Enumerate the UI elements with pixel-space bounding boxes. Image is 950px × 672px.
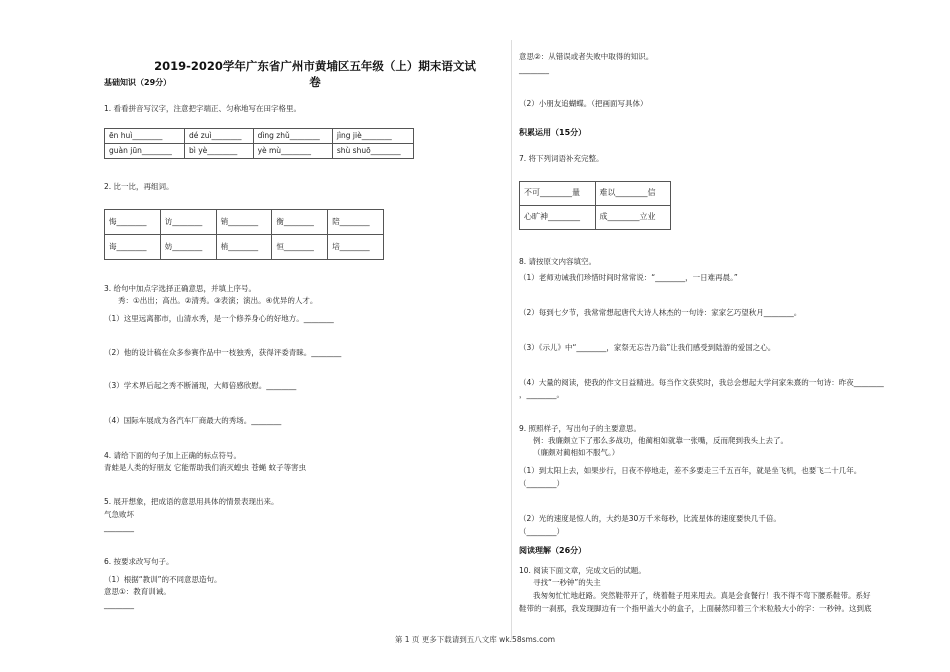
- question-9-example-answer: （廉颇对蔺相如不服气。）: [533, 448, 620, 457]
- idiom-cell[interactable]: 成________立业: [595, 206, 671, 230]
- idiom-cell[interactable]: 不可________量: [520, 182, 596, 206]
- question-3-3: （3）学术界后起之秀不断涌现，大师倍感欣慰。________: [104, 381, 297, 390]
- compare-table: [104, 209, 384, 260]
- idiom-cell[interactable]: 难以________信: [595, 182, 671, 206]
- compare-cell[interactable]: 梢________: [216, 235, 272, 260]
- pinyin-cell[interactable]: shù shuō________: [332, 144, 413, 159]
- question-8-1: （1）老师劝诫我们珍惜时间时常常说：“________，一日难再晨。”: [519, 273, 738, 282]
- pinyin-cell[interactable]: dìng zhǔ________: [253, 129, 332, 144]
- compare-cell[interactable]: 访________: [160, 210, 216, 235]
- compare-cell[interactable]: 衡________: [272, 210, 328, 235]
- page-title: 2019-2020学年广东省广州市黄埔区五年级（上）期末语文试卷: [154, 59, 476, 89]
- question-3-4: （4）国际车展成为各汽车厂商最大的秀场。________: [104, 416, 282, 425]
- question-4-sentence: 青蛙是人类的好朋友 它能帮助我们消灭蝗虫 苍蝇 蚊子等害虫: [104, 463, 307, 472]
- question-9-1-blank[interactable]: （________）: [519, 479, 564, 488]
- question-9-2: （2）光的速度是惊人的，大约是30万千米每秒，比流星体的速度要快几千倍。: [519, 514, 781, 523]
- pinyin-cell[interactable]: yè mù________: [253, 144, 332, 159]
- pinyin-cell[interactable]: bì yè________: [185, 144, 254, 159]
- compare-cell[interactable]: 悔________: [105, 210, 161, 235]
- question-6-meaning-2: 意思②：从错误或者失败中取得的知识。: [519, 52, 654, 61]
- section-accumulation: 积累运用（15分）: [519, 128, 587, 137]
- question-3-definitions: 秀：①出出；高出。②清秀。③表演；演出。④优异的人才。: [118, 296, 318, 305]
- question-9-2-blank[interactable]: （________）: [519, 527, 564, 536]
- question-6-answer-blank[interactable]: ________: [104, 600, 134, 609]
- compare-cell[interactable]: 妨________: [160, 235, 216, 260]
- question-3: 3. 给句中加点字选择正确意思，并填上序号。: [104, 284, 257, 293]
- idiom-cell[interactable]: 心旷神________: [520, 206, 596, 230]
- question-5: 5. 展开想象，把成语的意思用具体的情景表现出来。: [104, 497, 279, 506]
- question-5-answer-blank[interactable]: ________: [104, 523, 134, 532]
- compare-cell[interactable]: 诲________: [105, 235, 161, 260]
- question-6-1: （1）根据“教训”的不同意思造句。: [104, 575, 222, 584]
- pinyin-cell[interactable]: ēn huì________: [105, 129, 185, 144]
- compare-cell[interactable]: 销________: [216, 210, 272, 235]
- compare-cell[interactable]: 陪________: [328, 210, 384, 235]
- question-8-4: （4）大量的阅读，使我的作文日益精进。每当作文获奖时，我总会想起大学问家朱熹的一句诗：昨夜________: [519, 378, 884, 387]
- question-8-4-continued: ，________。: [519, 390, 564, 399]
- question-7: 7. 将下列词语补充完整。: [519, 154, 604, 163]
- question-8-2: （2）每到七夕节，我常常想起唐代大诗人林杰的一句诗：家家乞巧望秋月________。: [519, 308, 802, 317]
- article-paragraph: 我匆匆忙忙地赶路。突然鞋带开了，绕着鞋子甩来甩去。真是会食餐行！我不得不弯下腰系鞋带。系好: [533, 591, 871, 600]
- article-title: 寻找“一秒钟”的失主: [533, 578, 601, 587]
- compare-cell[interactable]: 恒________: [272, 235, 328, 260]
- section-reading: 阅读理解（26分）: [519, 546, 587, 555]
- compare-cell[interactable]: 培________: [328, 235, 384, 260]
- question-9-1: （1）到太阳上去，如果步行，日夜不停地走，差不多要走三千五百年，就是坐飞机，也要飞二十几年。: [519, 466, 862, 475]
- question-6-meaning-1: 意思①：教育训诫。: [104, 587, 171, 596]
- page-footer: 第 1 页 更多下载请到五八文库 wk.58sms.com: [394, 635, 556, 644]
- question-3-1: （1）这里远离都市，山清水秀，是一个修养身心的好地方。________: [104, 314, 334, 323]
- question-9: 9. 照照样子，写出句子的主要意思。: [519, 424, 642, 433]
- pinyin-cell[interactable]: jìng jiè________: [332, 129, 413, 144]
- article-paragraph: 鞋带的一刹那，我发现脚边有一个指甲盖大小的盒子，上面赫然印着三个米粒般大小的字：一秒钟。这到底: [519, 604, 872, 613]
- question-3-2: （2）他的设计稿在众多参赛作品中一枝独秀，获得评委青睐。________: [104, 348, 342, 357]
- pinyin-table: [104, 128, 414, 159]
- question-5-idiom: 气急败坏: [104, 510, 134, 519]
- question-4: 4. 请给下面的句子加上正确的标点符号。: [104, 451, 242, 460]
- question-8: 8. 请按原文内容填空。: [519, 257, 597, 266]
- question-10: 10. 阅读下面文章，完成文后的试题。: [519, 566, 646, 575]
- pinyin-cell[interactable]: guàn jūn________: [105, 144, 185, 159]
- question-6-meaning-2-blank[interactable]: ________: [519, 65, 549, 74]
- question-6-2: （2）小朋友追蝴蝶。（把画面写具体）: [519, 99, 648, 108]
- pinyin-cell[interactable]: dé zuì________: [185, 129, 254, 144]
- question-6: 6. 按要求改写句子。: [104, 557, 174, 566]
- question-2: 2. 比一比，再组词。: [104, 182, 174, 191]
- question-9-example: 例：我廉颇立下了那么多战功，他蔺相如就靠一张嘴，反而爬到我头上去了。: [533, 436, 788, 445]
- idiom-table: [519, 181, 671, 230]
- section-basic-knowledge: 基础知识（29分）: [104, 78, 172, 87]
- column-divider: [511, 40, 512, 640]
- question-8-3: （3）《示儿》中“________，家祭无忘告乃翁”让我们感受到陆游的爱国之心。: [519, 343, 776, 352]
- question-1: 1. 看看拼音写汉字，注意把字端正、匀称地写在田字格里。: [104, 104, 302, 113]
